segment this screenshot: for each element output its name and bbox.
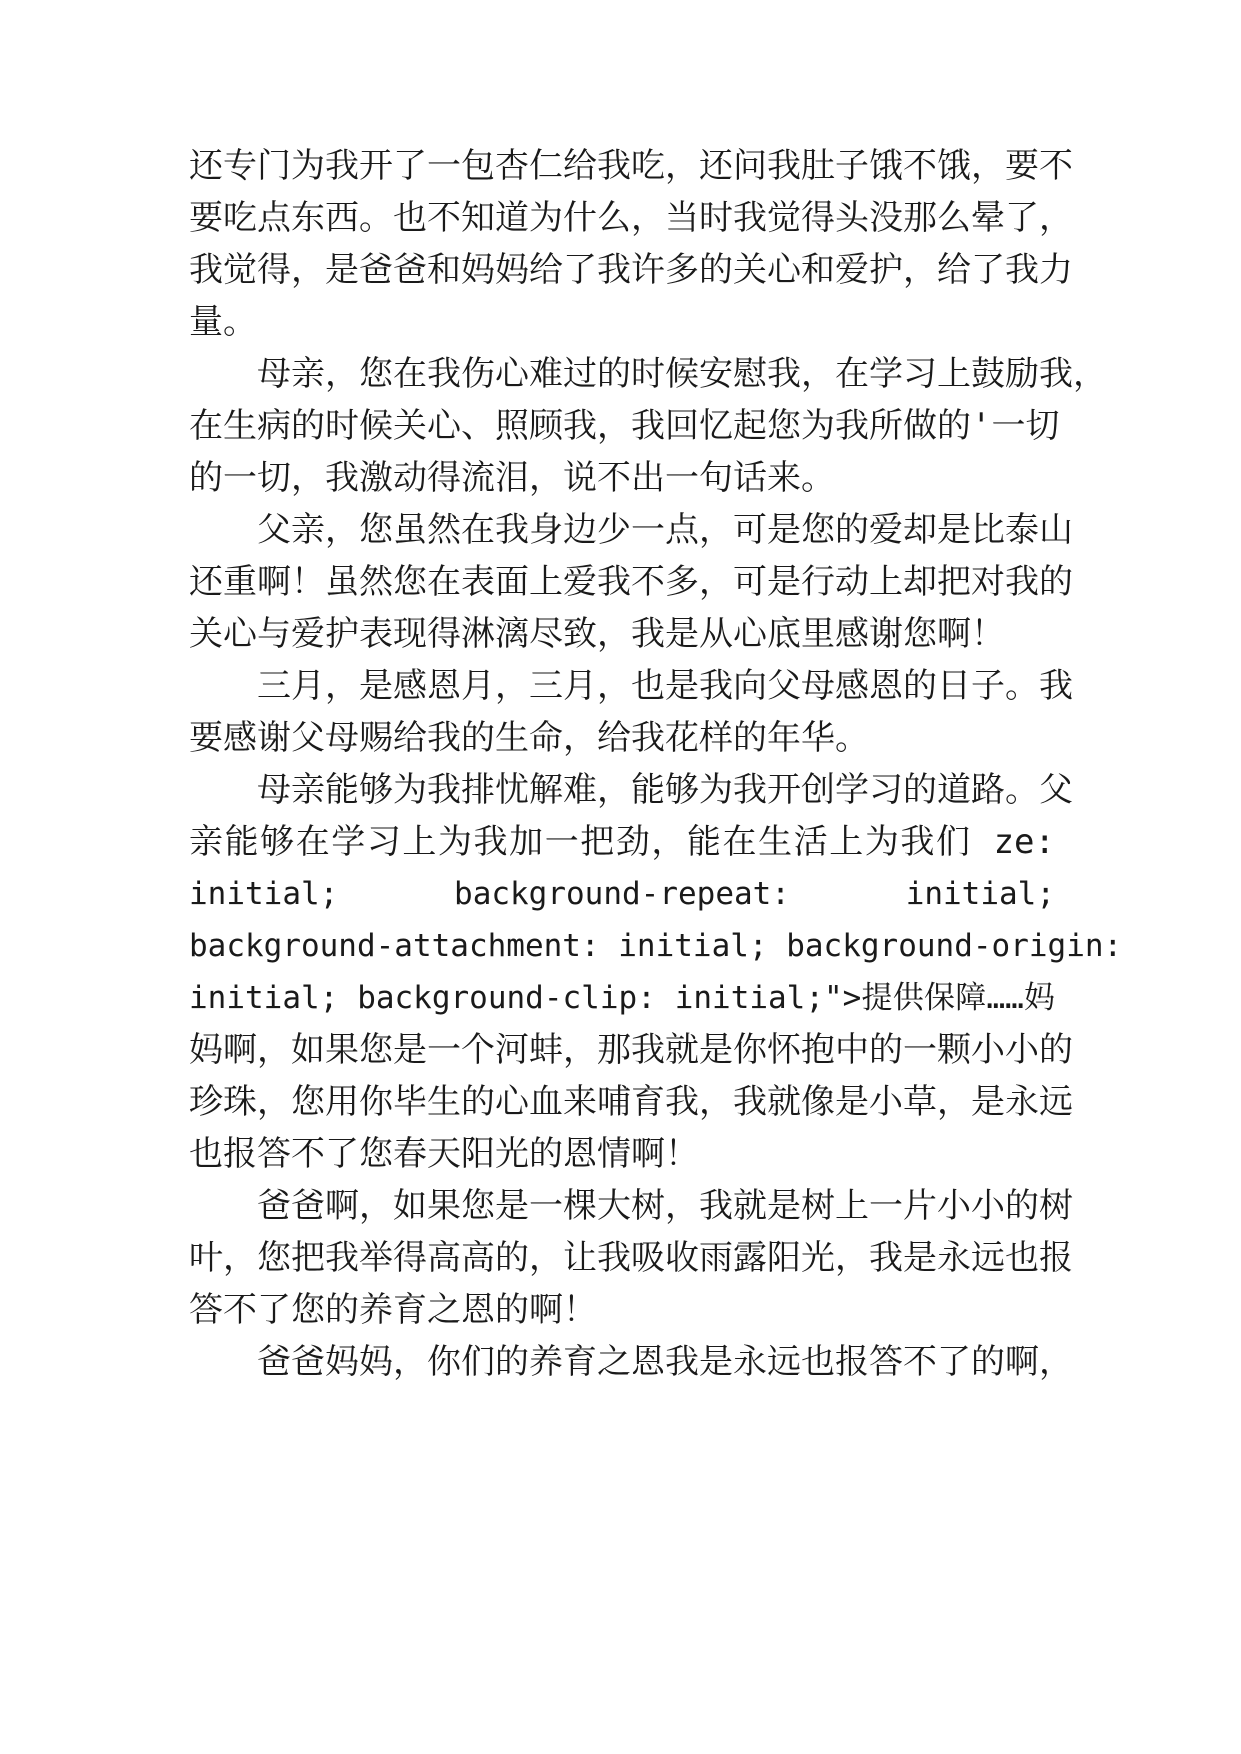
text-line: 答不了您的养育之恩的啊！ — [189, 1290, 597, 1330]
text-line: 叶，您把我举得高高的，让我吸收雨露阳光，我是永远也报 — [189, 1238, 1073, 1278]
text-line: 亲能够在学习上为我加一把劲，能在生活上为我们 ze: — [189, 822, 1055, 862]
paragraph-first-line: 爸爸啊，如果您是一棵大树，我就是树上一片小小的树 — [257, 1186, 1073, 1226]
text-line: 要感谢父母赐给我的生命，给我花样的年华。 — [189, 718, 869, 758]
text-line: 关心与爱护表现得淋漓尽致，我是从心底里感谢您啊！ — [189, 614, 1005, 654]
text-line: 的一切，我激动得流泪，说不出一句话来。 — [189, 458, 835, 498]
paragraph-first-line: 父亲，您虽然在我身边少一点，可是您的爱却是比泰山 — [257, 510, 1073, 550]
text-line: 妈啊，如果您是一个河蚌，那我就是你怀抱中的一颗小小的 — [189, 1030, 1073, 1070]
paragraph-first-line: 母亲，您在我伤心难过的时候安慰我，在学习上鼓励我， — [257, 354, 1107, 394]
text-line: 珍珠，您用你毕生的心血来哺育我，我就像是小草，是永远 — [189, 1082, 1073, 1122]
text-line: 量。 — [189, 302, 257, 342]
text-line: 还重啊！虽然您在表面上爱我不多，可是行动上却把对我的 — [189, 562, 1073, 602]
text-line: 在生病的时候关心、照顾我，我回忆起您为我所做的'一切 — [189, 406, 1060, 446]
text-line: 也报答不了您春天阳光的恩情啊！ — [189, 1134, 699, 1174]
text-line: 要吃点东西。也不知道为什么，当时我觉得头没那么晕了， — [189, 198, 1073, 238]
paragraph-first-line: 三月，是感恩月，三月，也是我向父母感恩的日子。我 — [257, 666, 1073, 706]
paragraph-first-line: 爸爸妈妈，你们的养育之恩我是永远也报答不了的啊， — [257, 1342, 1073, 1382]
text-line: initial; background-clip: initial;">提供保障……妈 — [189, 980, 1055, 1016]
paragraph-first-line: 母亲能够为我排忧解难，能够为我开创学习的道路。父 — [257, 770, 1073, 810]
text-line: initial; background-repeat: initial; — [189, 876, 1055, 912]
text-line: 还专门为我开了一包杏仁给我吃，还问我肚子饿不饿，要不 — [189, 146, 1073, 186]
text-line: background-attachment: initial; background-origin: — [189, 928, 1123, 964]
text-line: 我觉得，是爸爸和妈妈给了我许多的关心和爱护，给了我力 — [189, 250, 1073, 290]
